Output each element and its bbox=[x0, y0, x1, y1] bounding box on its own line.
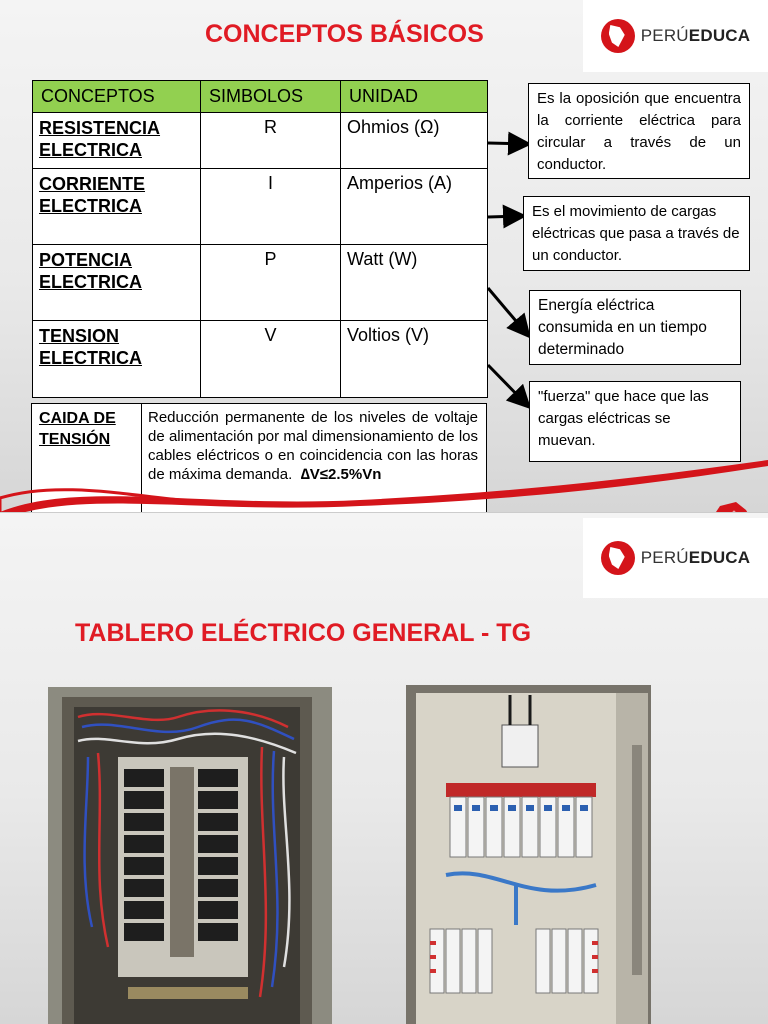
definition-tension: "fuerza" que hace que las cargas eléctricas se muevan. bbox=[529, 381, 741, 462]
concept-symbol: I bbox=[201, 169, 341, 245]
arrow-potencia bbox=[488, 288, 527, 334]
slide-title: CONCEPTOS BÁSICOS bbox=[205, 20, 484, 48]
modern-panel-illustration bbox=[406, 685, 651, 1024]
caida-text: Reducción permanente de los niveles de voltaje de alimentación por mal dimensionamiento de los cables eléctricos o en coincidencia con las horas de máxima demanda. bbox=[148, 409, 478, 483]
header-simbolos: SIMBOLOS bbox=[201, 81, 341, 113]
logo-text: PERÚEDUCA bbox=[640, 548, 751, 567]
perueduca-logo bbox=[583, 518, 768, 598]
concept-name: TENSION ELECTRICA bbox=[33, 321, 201, 398]
old-panel-illustration bbox=[48, 687, 332, 1024]
caida-formula: ∆V≤2.5%Vn bbox=[300, 466, 382, 483]
concept-name: RESISTENCIA ELECTRICA bbox=[33, 113, 201, 169]
arrow-resistencia bbox=[488, 143, 526, 144]
slide-tablero-electrico bbox=[0, 512, 768, 1024]
arrow-tension bbox=[488, 365, 527, 405]
arrow-corriente bbox=[488, 216, 521, 217]
concept-name: CORRIENTE ELECTRICA bbox=[33, 169, 201, 245]
concept-symbol: P bbox=[201, 245, 341, 321]
concept-unit: Watt (W) bbox=[341, 245, 488, 321]
header-unidad: UNIDAD bbox=[341, 81, 488, 113]
definition-corriente: Es el movimiento de cargas eléctricas que pasa a través de un conductor. bbox=[523, 196, 750, 271]
logo-text: PERÚEDUCA bbox=[640, 26, 751, 45]
photo-old-breaker-panel bbox=[48, 687, 332, 1024]
peru-map-icon bbox=[601, 541, 635, 575]
concept-unit: Amperios (A) bbox=[341, 169, 488, 245]
concept-unit: Voltios (V) bbox=[341, 321, 488, 398]
concept-name: POTENCIA ELECTRICA bbox=[33, 245, 201, 321]
slide-title: TABLERO ELÉCTRICO GENERAL - TG bbox=[75, 619, 532, 647]
concept-unit: Ohmios (Ω) bbox=[341, 113, 488, 169]
definition-resistencia: Es la oposición que encuentra la corriente eléctrica para circular a través de un conductor. bbox=[528, 83, 750, 179]
photo-modern-distribution-board bbox=[406, 685, 651, 1024]
concept-symbol: V bbox=[201, 321, 341, 398]
concept-symbol: R bbox=[201, 113, 341, 169]
caida-label: CAIDA DE TENSIÓN bbox=[39, 410, 116, 448]
definition-potencia: Energía eléctrica consumida en un tiempo determinado bbox=[529, 290, 741, 365]
red-swoosh bbox=[0, 440, 768, 512]
header-conceptos: CONCEPTOS bbox=[33, 81, 201, 113]
